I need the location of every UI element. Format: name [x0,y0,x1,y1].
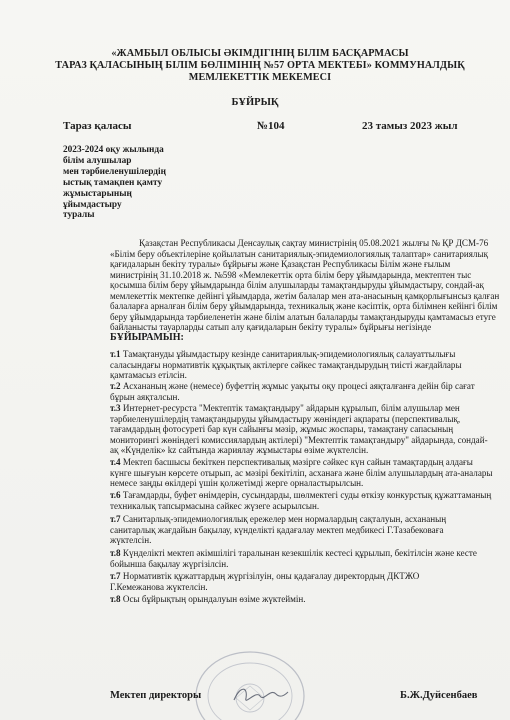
item-number: т.7 [110,571,121,581]
item-text: саласындағы нормативтік құқықтық актілерге сәйкес тамақтандырудың тиісті жағдайлары [110,359,462,370]
item-text: тәрбиеленушілердің тамақтандыруды ұйымдастыру жөніндегі ақпараты (перспективалық, [110,413,461,424]
preamble-line: министрінің 31.10.2018 ж. №598 «Мемлекеттік орта білім беру ұйымдарында, мектептен тыс [110,269,472,280]
item-text: бойынша бақылау жүргізілсін. [110,558,229,569]
subject-line: ұйымдастыру [63,199,122,210]
item-text: бұрын аяқталсын. [110,391,180,402]
document-number: №104 [257,120,285,132]
order-item-2 [110,381,505,402]
item-text: Г.Кемежанова жүктелсін. [110,581,208,592]
item-number: т.8 [110,594,121,604]
preamble-line: «Білім беру объектілеріне қойылатын санитариялық-эпидемиологиялық талаптар» санитариялық [110,248,488,259]
order-item-1 [110,349,505,381]
item-number: т.7 [110,514,121,524]
order-item-7a [110,514,505,546]
item-number: т.8 [110,548,121,558]
item-text: немесе заңды өкілдері үшін қолжетімді жерге орналастырылсын. [110,478,364,488]
preamble-line: қағидаларын бекіту туралы» бұйрығы және Қазақстан Республикасы Білім және ғылым [110,259,451,269]
order-heading: БҰЙЫРАМЫН: [110,331,184,343]
item-text: қамтамасыз етілсін. [110,370,187,380]
document-type: БҰЙРЫҚ [231,97,279,108]
signature-name: Б.Ж.Дуйсенбаев [400,690,478,701]
header-line-1: «ЖАМБЫЛ ОБЛЫСЫ ӘКІМДІГІНІҢ БІЛІМ БАСҚАРМАСЫ [111,48,409,59]
signature-role: Мектеп директоры [110,690,202,701]
item-text: Нормативтік құжаттардың жүргізілуін, оны қадағалау директордың ДКТЖО [120,571,420,581]
item-text: жүктелсін. [110,535,152,545]
organization-header [40,48,480,84]
preamble-line: мемлекеттік мектепке дейінгі ұйымдарда, жетім балалар мен ата-анасының қамқорлығынсыз қалған [110,290,500,301]
item-text: күнге шығуын көрсете отырып, ас мәзірі бекітіліп, асханаға және білім алушылардың ата-аналары [110,467,493,478]
document-subject [63,145,203,221]
item-number: т.3 [110,403,121,413]
subject-line: жұмыстарының [63,188,132,199]
preamble-line: беру ұйымдарында тәрбиеленетін және білім алатын балаларды тамақтандыруды қамтамасыз етуге [110,311,496,322]
subject-line: 2023-2024 оқу жылында [63,145,164,155]
item-text: Мектеп басшысы бекіткен перспективалық мәзірге сәйкес күн сайын тамақтардың алдағы [120,457,473,467]
header-line-2: ТАРАЗ ҚАЛАСЫНЫҢ БІЛІМ БӨЛІМІНІҢ №57 ОРТА МЕКТЕБІ» КОММУНАЛДЫҚ [55,60,465,71]
preamble-line: байланысты тауарларды сатып алу қағидаларын бекіту туралы» бұйрығы негізінде [110,322,432,332]
document-city: Тараз қаласы [63,120,132,132]
item-text: Тағамдарды, буфет өнімдерін, сусындарды, шөлмектегі суды өткізу конкурстық құжаттаманың [120,490,492,500]
item-number: т.4 [110,457,121,467]
item-text: Интернет-ресурста "Мектептік тамақтандыру" айдарын құрылып, білім алушылар мен [120,403,460,413]
subject-line: білім алушылар [63,155,132,166]
item-text: тағамдардың фотосуреті бар күн сайынғы мәзір, жұмыс жоспары, тамақтану сапасының [110,424,454,434]
item-text: Тамақтануды ұйымдастыру кезінде санитариялық-эпидемиологиялық салауаттылығы [120,349,456,359]
item-text: мониторингі жөніндегі комиссиялардың актілері) "Мектептік тамақтандыру" айдарында, сондай- [110,434,488,445]
order-item-4 [110,457,505,489]
item-text: Осы бұйрықтың орындалуын өзіме жүктеймін. [120,594,306,604]
item-text: санитарлық жағдайын бақылау, күнделікті қадағалау мектеп медбикесі Г.Тазабековаға [110,524,444,535]
subject-line: мен тәрбиеленушілердің [63,166,166,177]
subject-line: ыстық тамақпен қамту [63,177,163,188]
order-item-3 [110,403,505,456]
order-item-8a [110,548,505,569]
item-text: Асхананың және (немесе) буфеттің жұмыс уақыты оқу процесі аяқталғанға дейін бір сағат [120,381,475,391]
preamble-line: қосымша білім беру ұйымдарында білім алушыларды тамақтандыруды ұйымдастыру, сондай-ақ [110,280,484,290]
item-number: т.2 [110,381,121,391]
item-text: Күнделікті мектеп әкімшілігі таралынан кезекшілік кестесі құрылып, бекітілсін және кесте [120,548,477,558]
document-date: 23 тамыз 2023 жыл [362,120,458,132]
preamble-line: балаларға арналған білім беру ұйымдарында, техникалық және кәсіптік, орта білімнен кейінгі білім [110,301,498,311]
item-text: Санитарлық-эпидемиологиялық ережелер мен нормалардың сақталуын, асхананың [120,514,447,524]
item-number: т.6 [110,490,121,500]
preamble-line: Қазақстан Республикасы Денсаулық сақтау министрінің 05.08.2021 жылғы № ҚР ДСМ-76 [139,238,489,248]
preamble [110,238,505,343]
item-text: техникалық тапсырмасына сәйкес жүзеге асырылсын. [110,500,320,511]
order-item-8b [110,594,505,605]
item-text: ақ «Күнделік» kz сайтында жариялау жұмыстары өзіме жүктелсін. [110,445,369,455]
handwritten-signature-icon [230,680,290,710]
header-line-3: МЕМЛЕКЕТТІК МЕКЕМЕСІ [188,72,332,83]
subject-line: туралы [63,210,95,221]
item-number: т.1 [110,349,121,359]
order-item-7b [110,571,505,592]
order-item-6 [110,490,505,511]
